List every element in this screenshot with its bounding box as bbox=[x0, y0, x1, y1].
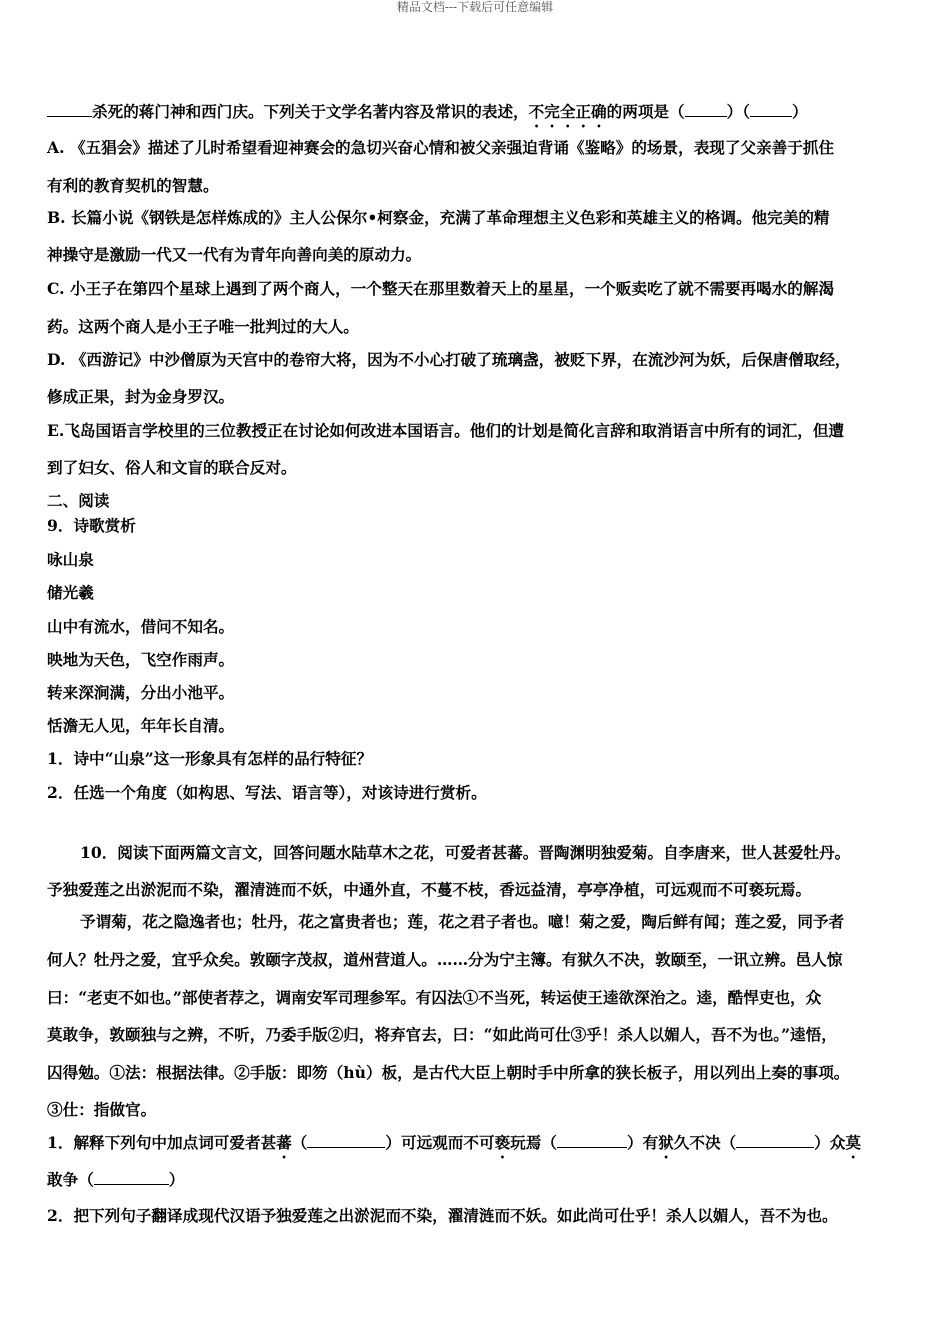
option-b-line-1: B. 长篇小说《钢铁是怎样炼成的》主人公保尔•柯察金，充满了革命理想主义色彩和英雄主义的格调。他完美的精 bbox=[47, 208, 830, 227]
poem-author: 储光羲 bbox=[47, 583, 94, 602]
answer-blank-2[interactable] bbox=[750, 102, 792, 117]
question-8-stem: 杀死的蒋门神和西门庆。下列关于文学名著内容及常识的表述，不完全正确的两项是（ ）（ ） bbox=[47, 102, 808, 131]
question-10-footnote-3: ③仕：指做官。 bbox=[47, 1100, 157, 1119]
question-10-line-4: 何人？牡丹之爱，宜乎众矣。敦颐字茂叔，道州营道人。……分为宁主簿。有狱久不决，敦颐至，一讯立辨。邑人惊 bbox=[47, 950, 843, 969]
question-10-sub-2: 2．把下列句子翻译成现代汉语予独爱莲之出淤泥而不染，濯清涟而不妖。如此尚可仕乎！杀人以媚人，吾不为也。 bbox=[47, 1206, 838, 1225]
poem-line-4: 恬澹无人见，年年长自清。 bbox=[47, 716, 235, 735]
answer-blank[interactable] bbox=[47, 102, 92, 117]
option-a-line-2: 有利的教育契机的智慧。 bbox=[47, 176, 219, 195]
answer-blank-3[interactable] bbox=[736, 1133, 814, 1148]
answer-blank-4[interactable] bbox=[94, 1170, 169, 1185]
emphasized-words: 不完全正确 bbox=[528, 102, 607, 121]
section-title: 二、阅读 bbox=[47, 491, 110, 510]
question-10-line-6: 莫敢争，敦颐独与之辨，不听，乃委手版②归，将弃官去，曰：“如此尚可仕③乎！杀人以媚人，吾不为也。”逵悟， bbox=[47, 1025, 837, 1044]
question-10-line-1: 10．阅读下面两篇文言文，回答问题水陆草木之花，可爱者甚蕃。晋陶渊明独爱菊。自李唐来，世人甚爱牡丹。 bbox=[80, 843, 851, 862]
poem-line-1: 山中有流水，借问不知名。 bbox=[47, 617, 235, 636]
answer-blank-1[interactable] bbox=[307, 1133, 385, 1148]
poem-line-3: 转来深涧满，分出小池平。 bbox=[47, 683, 235, 702]
option-c-line-2: 药。这两个商人是小王子唯一批判过的大人。 bbox=[47, 317, 359, 336]
dotted-word: 蕃 bbox=[276, 1133, 292, 1152]
option-c-line-1: C. 小王子在第四个星球上遇到了两个商人，一个整天在那里数着天上的星星，一个贩卖吃了就不需要再喝水的解渴 bbox=[47, 279, 835, 298]
answer-blank-1[interactable] bbox=[685, 102, 727, 117]
question-10-line-3: 予谓菊，花之隐逸者也；牡丹，花之富贵者也；莲，花之君子者也。噫！菊之爱，陶后鲜有闻；莲之爱，同予者 bbox=[80, 912, 845, 931]
question-9-sub-1: 1．诗中“山泉”这一形象具有怎样的品行特征？ bbox=[47, 749, 373, 768]
dotted-word: 狱 bbox=[658, 1133, 674, 1152]
page-header: 精品文档---下载后可任意编辑 bbox=[396, 0, 554, 14]
dotted-word: 亵 bbox=[494, 1133, 511, 1152]
option-d-line-2: 修成正果，封为金身罗汉。 bbox=[47, 387, 235, 406]
option-b-line-2: 神操守是激励一代又一代有为青年向善向美的原动力。 bbox=[47, 245, 422, 264]
option-e-line-2: 到了妇女、俗人和文盲的联合反对。 bbox=[47, 458, 297, 477]
question-10-sub-1: 1．解释下列句中加点词可爱者甚蕃（ ）可远观而不可亵玩焉（ ）有狱久不决（ ）众莫 bbox=[47, 1133, 861, 1152]
option-e-line-1: E.飞岛国语言学校里的三位教授正在讨论如何改进本国语言。他们的计划是简化言辞和取消语言中所有的词汇，但遭 bbox=[47, 421, 845, 440]
poem-title: 咏山泉 bbox=[47, 550, 94, 569]
question-10-line-2: 予独爱莲之出淤泥而不染，濯清涟而不妖，中通外直，不蔓不枝，香远益清，亭亭净植，可远观而不可亵玩焉。 bbox=[47, 880, 812, 899]
question-9-title: 9．诗歌赏析 bbox=[47, 516, 136, 535]
answer-blank-2[interactable] bbox=[557, 1133, 627, 1148]
option-d-line-1: D. 《西游记》中沙僧原为天宫中的卷帘大将，因为不小心打破了琉璃盏，被贬下界，在流沙河为妖，后保唐僧取经， bbox=[47, 350, 851, 369]
poem-line-2: 映地为天色，飞空作雨声。 bbox=[47, 650, 235, 669]
option-a-line-1: A. 《五猖会》描述了儿时希望看迎神赛会的急切兴奋心情和被父亲强迫背诵《鉴略》的场景，表现了父亲善于抓住 bbox=[47, 138, 835, 157]
pinyin: hù bbox=[343, 1063, 366, 1082]
question-9-sub-2: 2．任选一个角度（如构思、写法、语言等），对该诗进行赏析。 bbox=[47, 783, 487, 802]
question-10-line-5: 曰：“老吏不如也。”部使者荐之，调南安军司理参军。有囚法①不当死，转运使王逵欲深治之。逵，酷悍吏也，众 bbox=[47, 988, 822, 1007]
question-10-line-7: 囚得勉。①法：根据法律。②手版：即笏（hù）板，是古代大臣上朝时手中所拿的狭长板子，用以列出上奏的事项。 bbox=[47, 1063, 850, 1082]
dotted-word: 莫 bbox=[845, 1133, 861, 1152]
question-10-sub-1-cont: 敢争（ ） bbox=[47, 1170, 185, 1189]
